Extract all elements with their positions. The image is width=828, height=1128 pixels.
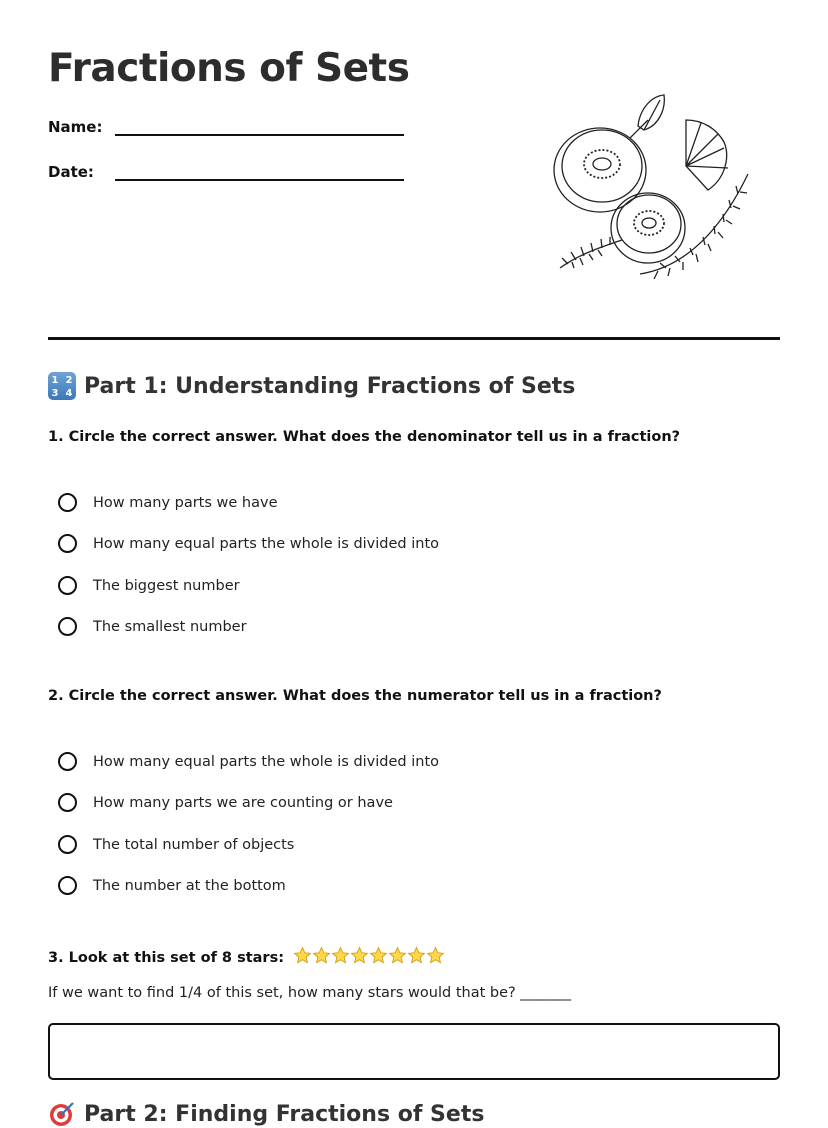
part1-heading-text: Part 1: Understanding Fractions of Sets xyxy=(84,373,576,399)
pie-wedge xyxy=(686,120,727,190)
name-line[interactable] xyxy=(115,120,404,136)
question-3-text: 3. Look at this set of 8 stars: xyxy=(48,950,284,966)
name-label: Name: xyxy=(48,118,103,136)
kiwi-big-inner xyxy=(562,130,642,202)
name-field xyxy=(48,118,404,136)
q2-option-1[interactable] xyxy=(58,752,439,771)
q1-option-4[interactable] xyxy=(58,617,247,636)
kiwi-big-core xyxy=(593,158,611,170)
star-icon xyxy=(312,946,331,965)
part2-heading-text: Part 2: Finding Fractions of Sets xyxy=(84,1101,485,1127)
pie-lines xyxy=(686,123,728,168)
star-icon xyxy=(350,946,369,965)
date-label: Date: xyxy=(48,163,94,181)
question-3-prompt: If we want to find 1/4 of this set, how many stars would that be? _______ xyxy=(48,985,572,1001)
option-label: How many equal parts the whole is divided into xyxy=(93,535,440,552)
date-line[interactable] xyxy=(115,165,404,181)
option-label: The number at the bottom xyxy=(93,877,286,894)
option-label: The biggest number xyxy=(93,577,240,594)
star-icon xyxy=(369,946,388,965)
star-icon xyxy=(293,946,312,965)
radio-circle[interactable] xyxy=(58,876,77,895)
radio-circle[interactable] xyxy=(58,752,77,771)
target-icon xyxy=(48,1100,76,1128)
kiwi-small-seeds xyxy=(634,211,664,235)
radio-circle[interactable] xyxy=(58,576,77,595)
worksheet-title: Fractions of Sets xyxy=(48,46,410,91)
sprig-left-leaves xyxy=(562,237,610,268)
star-icon xyxy=(388,946,407,965)
q1-option-2[interactable] xyxy=(58,534,439,553)
question-3 xyxy=(48,946,445,966)
radio-circle[interactable] xyxy=(58,617,77,636)
radio-circle[interactable] xyxy=(58,534,77,553)
part1-heading xyxy=(48,372,575,400)
q1-option-1[interactable] xyxy=(58,493,278,512)
radio-circle[interactable] xyxy=(58,835,77,854)
star-icon xyxy=(331,946,350,965)
section-divider xyxy=(48,337,780,340)
q2-option-2[interactable] xyxy=(58,793,393,812)
option-label: The smallest number xyxy=(93,618,247,635)
option-label: How many equal parts the whole is divided into xyxy=(93,753,440,770)
option-label: The total number of objects xyxy=(93,836,295,853)
answer-box[interactable] xyxy=(48,1023,780,1080)
date-field xyxy=(48,163,404,181)
part2-heading xyxy=(48,1100,484,1128)
question-1: 1. Circle the correct answer. What does the denominator tell us in a fraction? xyxy=(48,429,681,445)
star-icon xyxy=(407,946,426,965)
kiwi-small-core xyxy=(642,218,656,228)
question-2: 2. Circle the correct answer. What does the numerator tell us in a fraction? xyxy=(48,688,662,704)
radio-circle[interactable] xyxy=(58,493,77,512)
kiwi-big-seeds xyxy=(584,150,620,178)
leaf-stem xyxy=(630,100,660,138)
star-icon xyxy=(426,946,445,965)
input-numbers-icon: 1 2 3 4 xyxy=(48,372,76,400)
option-label: How many parts we have xyxy=(93,494,278,511)
star-row xyxy=(293,946,445,965)
q2-option-3[interactable] xyxy=(58,835,294,854)
option-label: How many parts we are counting or have xyxy=(93,794,393,811)
q2-option-4[interactable] xyxy=(58,876,286,895)
q1-option-3[interactable] xyxy=(58,576,240,595)
kiwi-small-inner xyxy=(617,195,681,253)
radio-circle[interactable] xyxy=(58,793,77,812)
kiwi-illustration xyxy=(548,90,758,282)
